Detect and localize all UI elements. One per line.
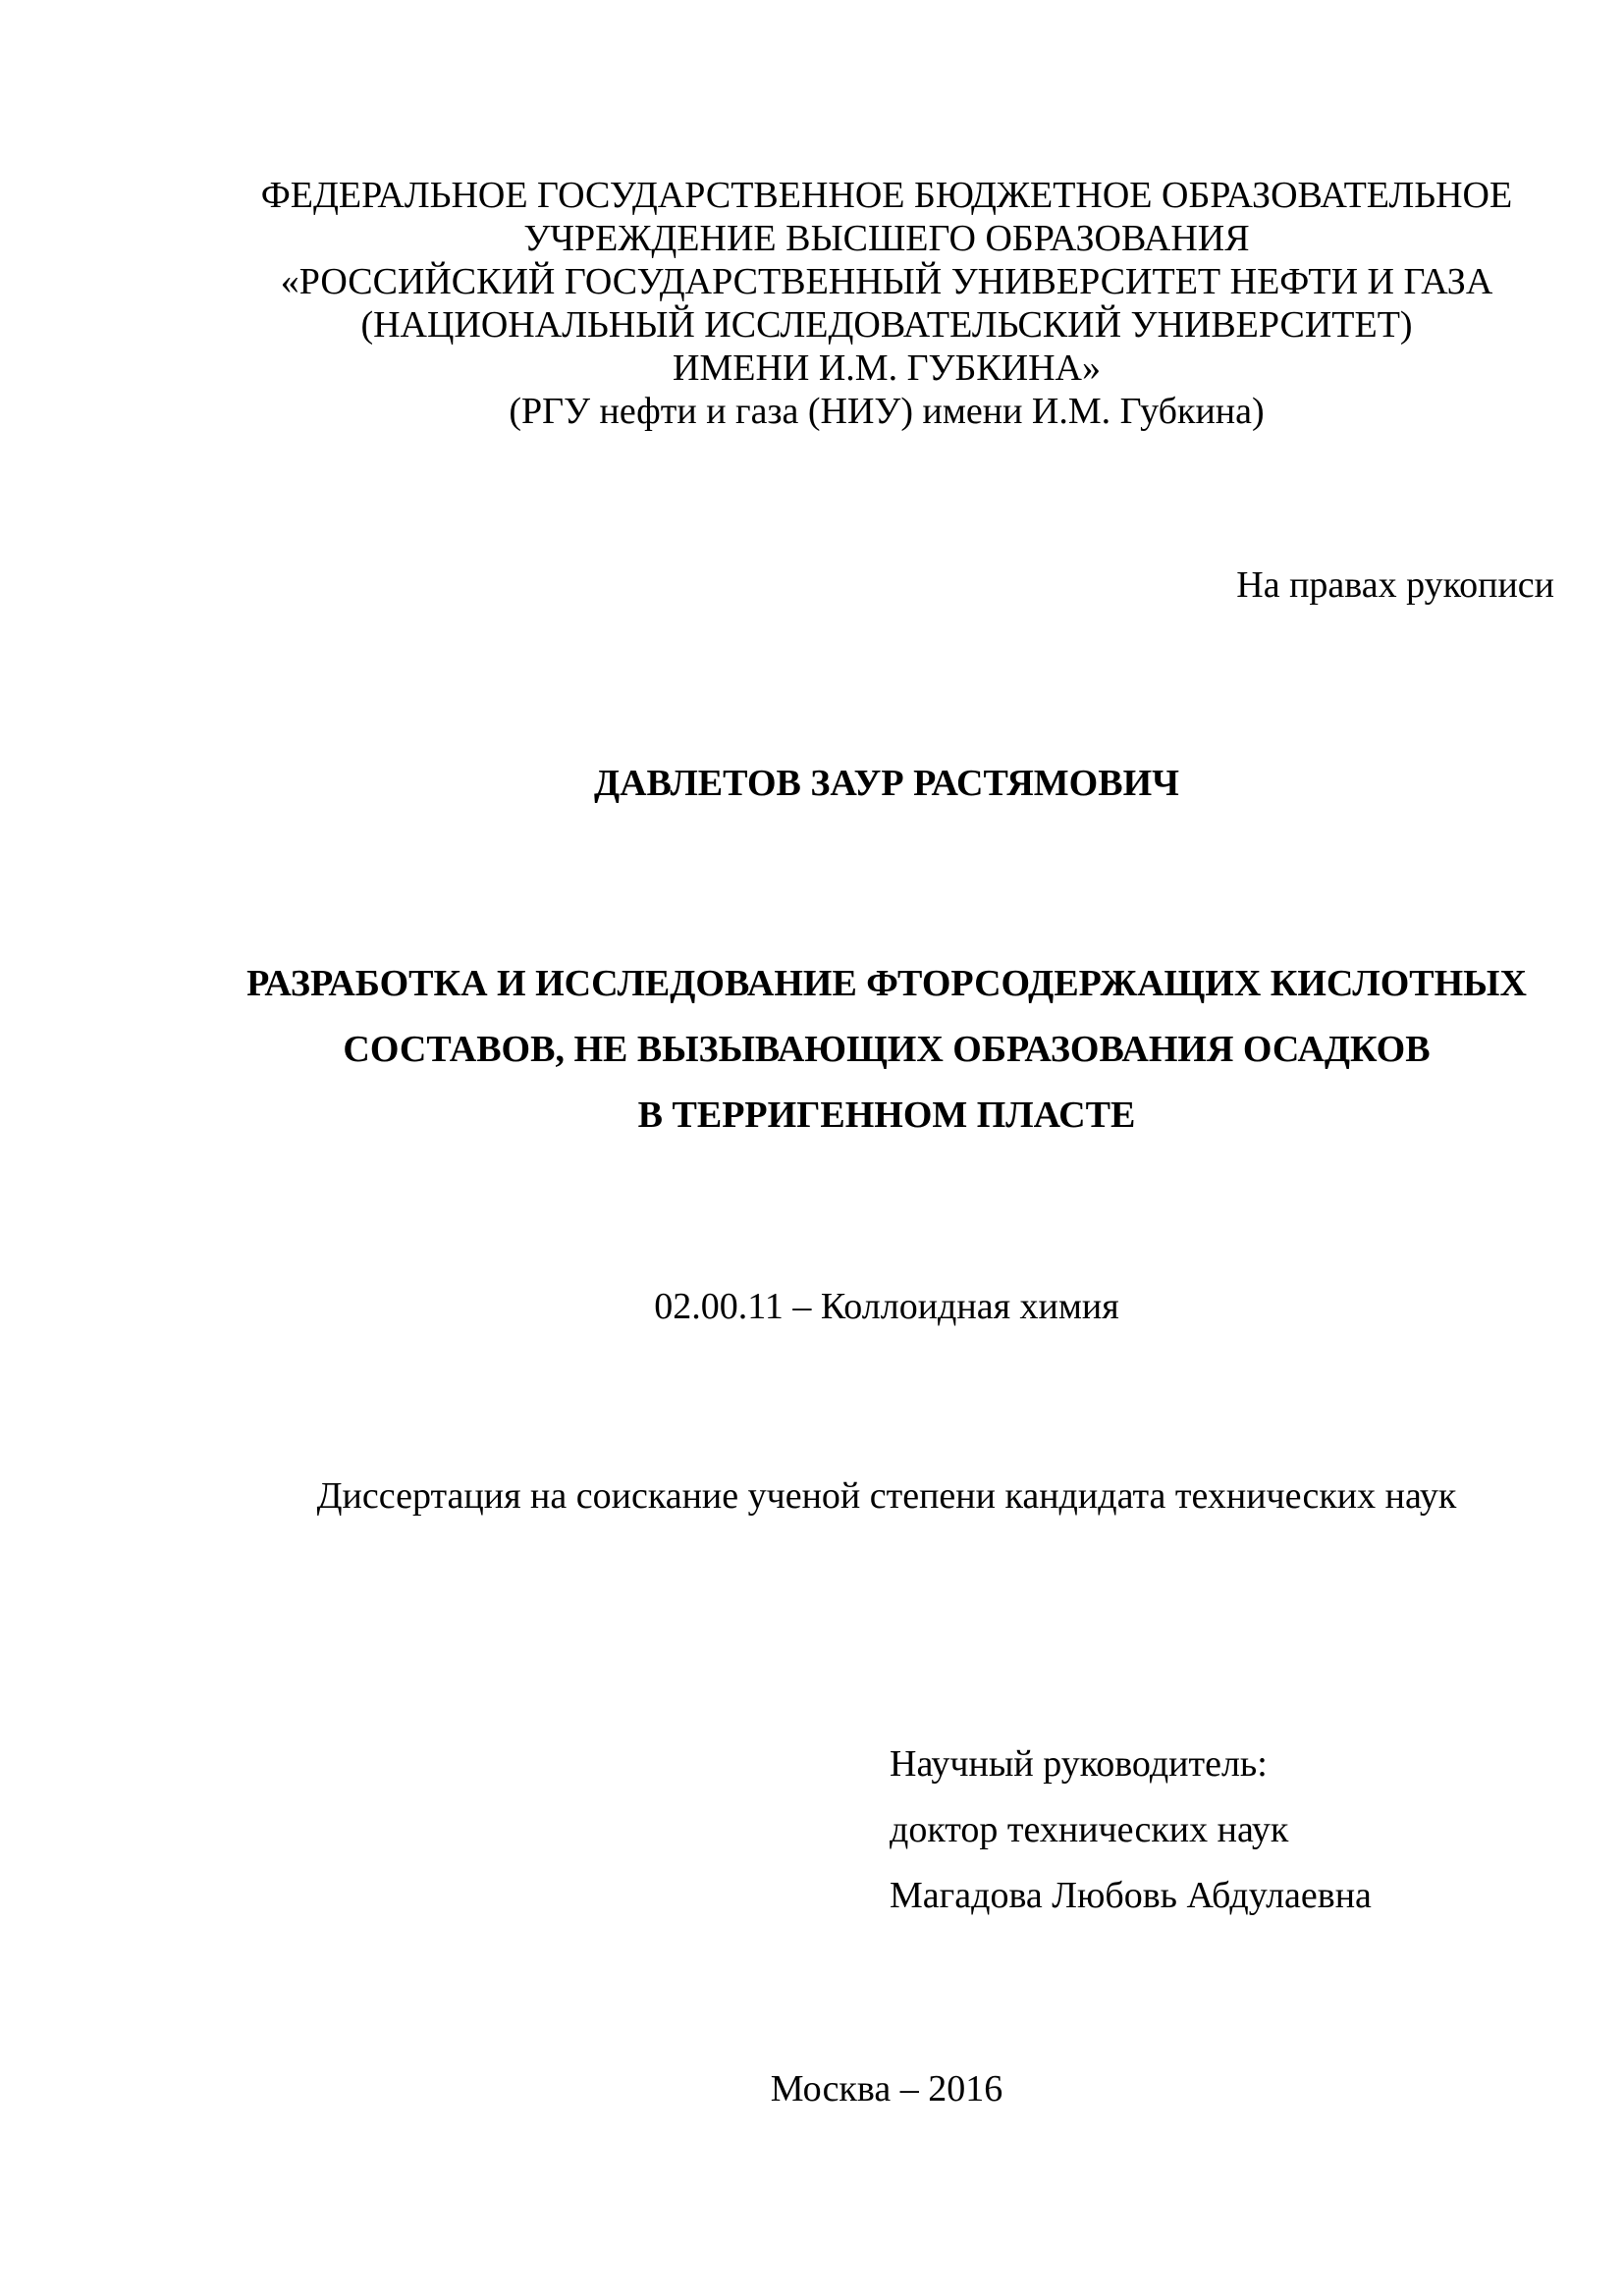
institution-line-6: (РГУ нефти и газа (НИУ) имени И.М. Губкина) [509, 391, 1265, 432]
supervisor-label: Научный руководитель: [890, 1743, 1268, 1785]
dissertation-title-line-2: СОСТАВОВ, НЕ ВЫЗЫВАЮЩИХ ОБРАЗОВАНИЯ ОСАДКОВ [343, 1029, 1431, 1070]
institution-line-3: «РОССИЙСКИЙ ГОСУДАРСТВЕННЫЙ УНИВЕРСИТЕТ НЕФТИ И ГАЗА [280, 261, 1493, 302]
specialty-code: 02.00.11 – Коллоидная химия [654, 1286, 1119, 1327]
author-name: ДАВЛЕТОВ ЗАУР РАСТЯМОВИЧ [593, 763, 1180, 804]
dissertation-title [219, 951, 1554, 1148]
manuscript-rights-note: На правах рукописи [1236, 564, 1554, 606]
supervisor-name: Магадова Любовь Абдулаевна [890, 1875, 1372, 1916]
institution-line-4: (НАЦИОНАЛЬНЫЙ ИССЛЕДОВАТЕЛЬСКИЙ УНИВЕРСИТЕТ) [360, 304, 1413, 346]
institution-line-2: УЧРЕЖДЕНИЕ ВЫСШЕГО ОБРАЗОВАНИЯ [523, 218, 1250, 259]
degree-note: Диссертация на соискание ученой степени кандидата технических наук [316, 1475, 1457, 1517]
supervisor-degree: доктор технических наук [890, 1809, 1289, 1850]
institution-line-5: ИМЕНИ И.М. ГУБКИНА» [673, 347, 1101, 389]
institution-name-block [219, 174, 1554, 433]
supervisor-block [890, 1732, 1372, 1929]
institution-line-1: ФЕДЕРАЛЬНОЕ ГОСУДАРСТВЕННОЕ БЮДЖЕТНОЕ ОБРАЗОВАТЕЛЬНОЕ [260, 175, 1513, 216]
city-year: Москва – 2016 [770, 2068, 1003, 2109]
dissertation-title-line-1: РАЗРАБОТКА И ИССЛЕДОВАНИЕ ФТОРСОДЕРЖАЩИХ КИСЛОТНЫХ [246, 963, 1527, 1004]
dissertation-title-line-3: В ТЕРРИГЕННОМ ПЛАСТЕ [637, 1095, 1136, 1136]
